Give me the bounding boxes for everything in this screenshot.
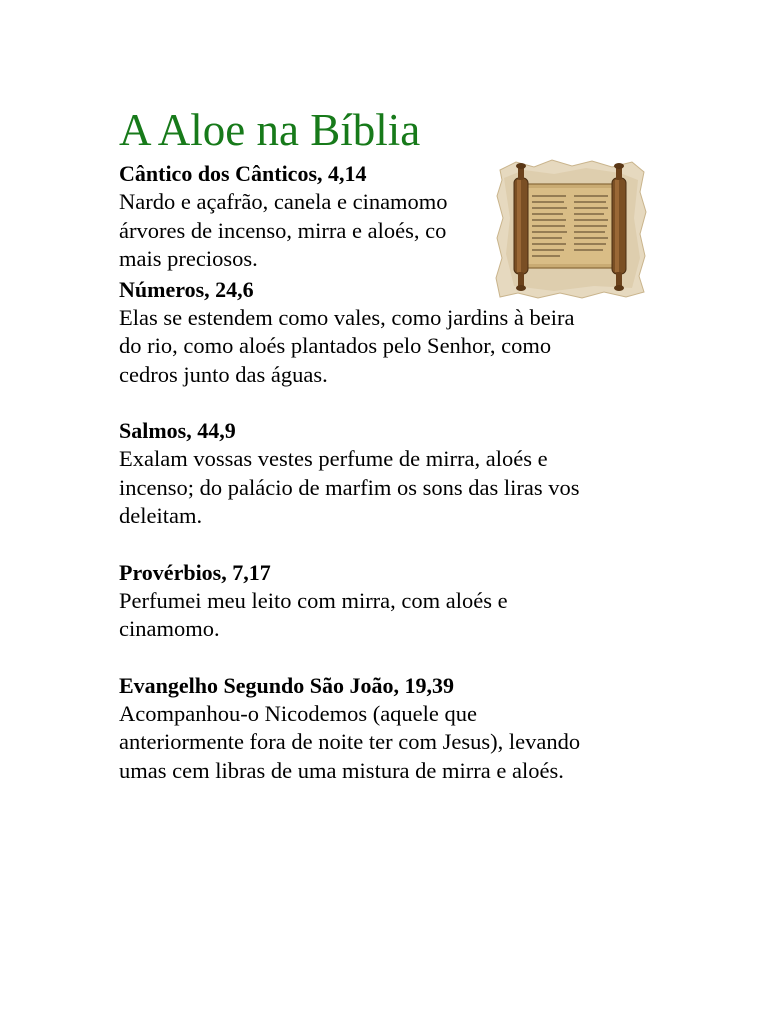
- verse-line: Elas se estendem como vales, como jardins à beira: [119, 304, 575, 330]
- verse-entry: [119, 559, 659, 644]
- scroll-roller-right: [612, 163, 626, 291]
- verse-line: cinamomo.: [119, 616, 220, 641]
- verse-entry: [119, 672, 659, 786]
- verse-line: umas cem libras de uma mistura de mirra e aloés.: [119, 757, 564, 783]
- verse-line: mais preciosos.: [119, 246, 258, 271]
- verse-line: cedros junto das águas.: [119, 361, 328, 387]
- verse-reference: Evangelho Segundo São João, 19,39: [119, 672, 454, 698]
- verse-line: Perfumei meu leito com mirra, com aloés e: [119, 587, 508, 613]
- verse-reference: Provérbios, 7,17: [119, 559, 271, 585]
- verse-line: deleitam.: [119, 503, 203, 528]
- verse-reference: Cântico dos Cânticos, 4,14: [119, 161, 367, 186]
- verse-entry: [119, 417, 659, 531]
- verse-reference: Números, 24,6: [119, 276, 254, 302]
- scroll-illustration: [494, 158, 648, 300]
- verse-line: Exalam vossas vestes perfume de mirra, aloés e: [119, 446, 548, 471]
- verse-reference: Salmos, 44,9: [119, 418, 236, 443]
- verse-line: anteriormente fora de noite ter com Jesus), levando: [119, 729, 581, 754]
- verse-line: Acompanhou-o Nicodemos (aquele que: [119, 700, 478, 726]
- verse-line: incenso; do palácio de marfim os sons das liras vos: [119, 474, 580, 500]
- verse-line: Nardo e açafrão, canela e cinamomo: [119, 189, 448, 214]
- page-title: A Aloe na Bíblia: [119, 105, 421, 155]
- verse-line: do rio, como aloés plantados pelo Senhor, como: [119, 333, 552, 358]
- verse-line: árvores de incenso, mirra e aloés, co: [119, 217, 447, 243]
- scroll-icon: [494, 158, 648, 300]
- scroll-roller-left: [514, 163, 528, 291]
